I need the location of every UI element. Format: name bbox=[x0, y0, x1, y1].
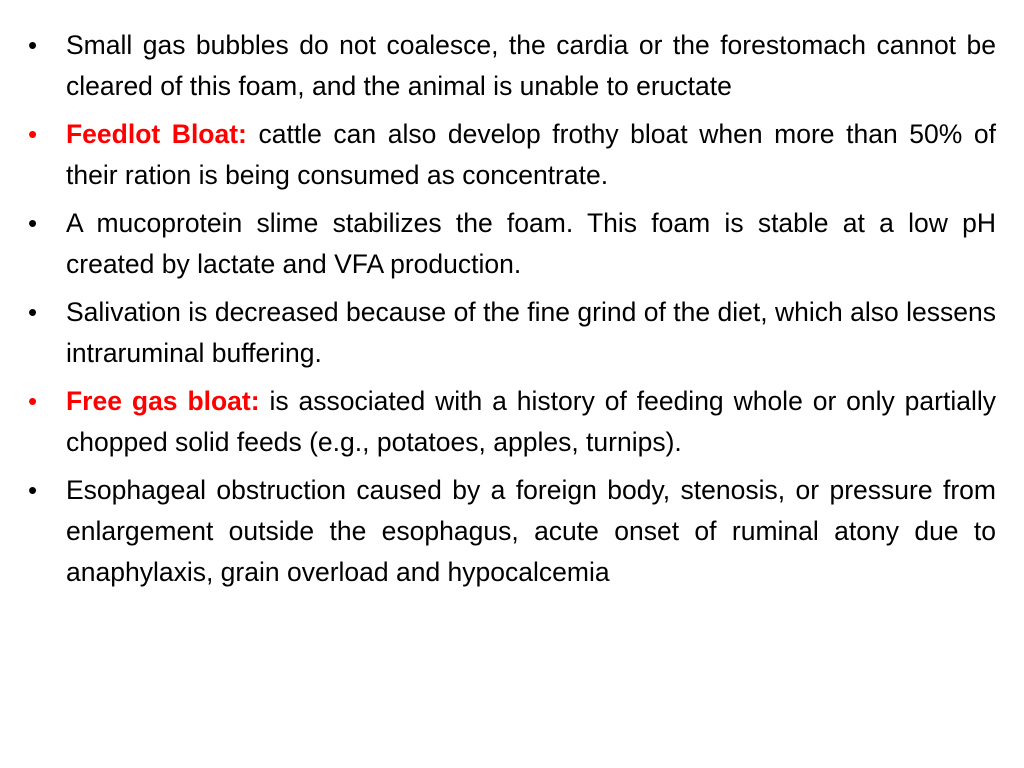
bullet-text: Esophageal obstruction caused by a foreign body, stenosis, or pressure from enlargement outside the esophagus, acute onset of ruminal atony due to anaphylaxis, grain overload and hypocalcemia bbox=[66, 475, 996, 587]
bullet-item-salivation bbox=[28, 292, 996, 374]
bullet-term: Feedlot Bloat: bbox=[66, 119, 247, 149]
bullet-text: A mucoprotein slime stabilizes the foam. This foam is stable at a low pH created by lactate and VFA production. bbox=[66, 208, 996, 279]
bullet-icon: • bbox=[28, 208, 38, 238]
bullet-icon: • bbox=[28, 119, 38, 149]
bullet-text: is associated with a history of feeding whole or only partially chopped solid feeds (e.g., potatoes, apples, turnips). bbox=[66, 386, 997, 457]
bullet-term: Free gas bloat: bbox=[66, 386, 260, 416]
bullet-icon: • bbox=[28, 30, 38, 60]
bullet-item-feedlot-bloat bbox=[28, 114, 996, 196]
bullet-item-small-gas-bubbles bbox=[28, 25, 996, 107]
bullet-icon: • bbox=[28, 386, 38, 416]
bullet-text: Small gas bubbles do not coalesce, the cardia or the forestomach cannot be cleared of this foam, and the animal is unable to eructate bbox=[66, 30, 996, 101]
bullet-text: Salivation is decreased because of the fine grind of the diet, which also lessens intraruminal buffering. bbox=[66, 297, 996, 368]
bullet-icon: • bbox=[28, 475, 38, 505]
bullet-item-esophageal-obstruction bbox=[28, 470, 996, 593]
bullet-text: cattle can also develop frothy bloat when more than 50% of their ration is being consumed as concentrate. bbox=[66, 119, 996, 190]
bullet-icon: • bbox=[28, 297, 38, 327]
bullet-list bbox=[28, 25, 996, 600]
bullet-item-free-gas-bloat bbox=[28, 381, 996, 463]
bullet-item-mucoprotein-slime bbox=[28, 203, 996, 285]
